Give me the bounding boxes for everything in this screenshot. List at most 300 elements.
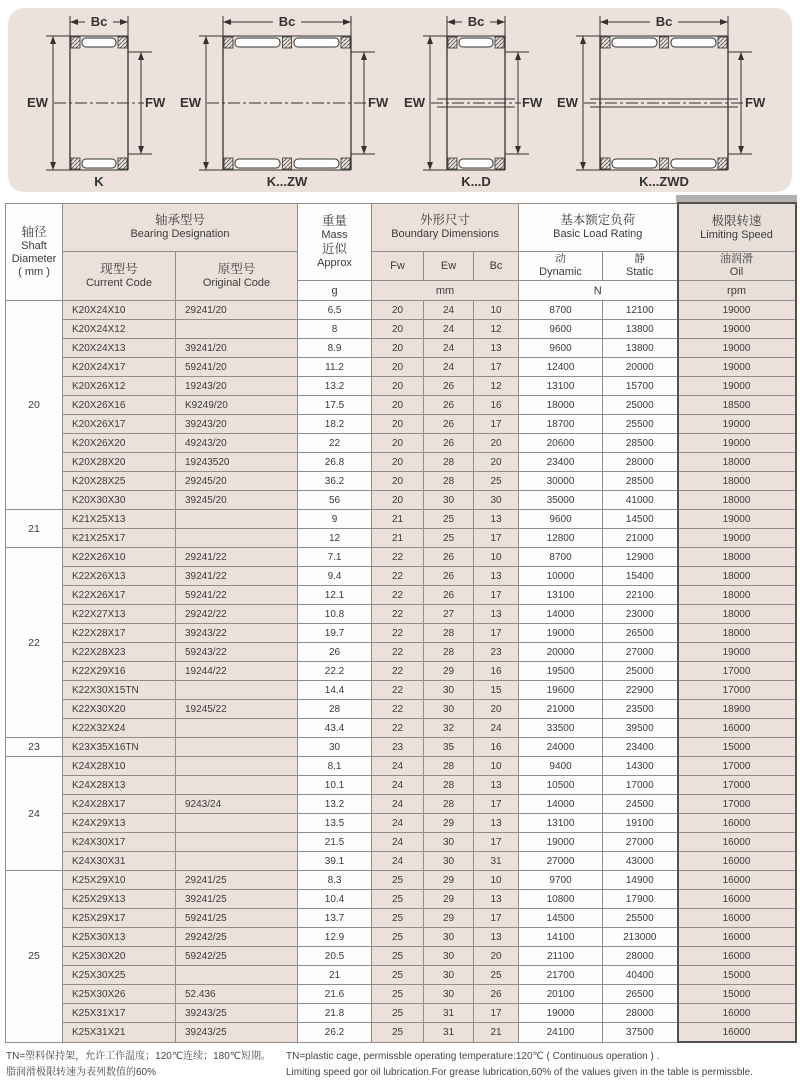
header-static [603,252,678,281]
table-row [6,377,796,396]
fw-cell: 20 [372,415,424,434]
current-code-cell: K21X25X17 [63,529,176,548]
static-load-cell: 26500 [603,624,678,643]
ew-cell: 25 [424,510,474,529]
static-load-cell: 12900 [603,548,678,567]
svg-text:FW: FW [522,95,543,110]
footnote-zh [6,1049,286,1080]
original-code-cell: 29241/20 [176,301,298,320]
fw-cell: 22 [372,624,424,643]
dynamic-load-cell: 24000 [519,738,603,757]
fw-cell: 20 [372,358,424,377]
oil-speed-cell: 18900 [678,700,796,719]
fw-cell: 25 [372,890,424,909]
ew-cell: 26 [424,415,474,434]
table-body [6,301,796,1043]
current-code-cell: K22X26X17 [63,586,176,605]
fw-cell: 22 [372,567,424,586]
fw-cell: 25 [372,1004,424,1023]
fw-cell: 25 [372,871,424,890]
header-mass-en2: Approx [298,257,371,270]
dynamic-load-cell: 21700 [519,966,603,985]
oil-speed-cell: 15000 [678,738,796,757]
current-code-cell: K25X31X17 [63,1004,176,1023]
dynamic-load-cell: 30000 [519,472,603,491]
dynamic-load-cell: 21100 [519,947,603,966]
original-code-cell: 29241/22 [176,548,298,567]
bc-cell: 17 [474,358,519,377]
oil-speed-cell: 18000 [678,624,796,643]
table-row [6,301,796,320]
table-row [6,890,796,909]
svg-text:EW: EW [27,95,49,110]
table-row [6,681,796,700]
shaft-diameter-cell: 23 [6,738,63,757]
diagram-panel [8,8,792,192]
dynamic-load-cell: 13100 [519,586,603,605]
mass-cell: 21.5 [298,833,372,852]
current-code-cell: K22X28X23 [63,643,176,662]
ew-cell: 30 [424,700,474,719]
mass-cell: 19.7 [298,624,372,643]
svg-text:FW: FW [745,95,766,110]
mass-cell: 22.2 [298,662,372,681]
dynamic-load-cell: 33500 [519,719,603,738]
mass-cell: 9.4 [298,567,372,586]
original-code-cell: 9243/24 [176,795,298,814]
bc-cell: 15 [474,681,519,700]
fw-cell: 22 [372,719,424,738]
fw-cell: 25 [372,985,424,1004]
original-code-cell: 39245/20 [176,491,298,510]
shaft-diameter-cell: 25 [6,871,63,1043]
table-row [6,434,796,453]
table-row [6,453,796,472]
static-load-cell: 28500 [603,434,678,453]
dynamic-load-cell: 10500 [519,776,603,795]
static-load-cell: 28000 [603,453,678,472]
header-designation-zh: 轴承型号 [63,213,297,228]
dynamic-load-cell: 20600 [519,434,603,453]
ew-cell: 30 [424,985,474,1004]
oil-speed-cell: 19000 [678,320,796,339]
current-code-cell: K22X26X10 [63,548,176,567]
header-unit-rpm: rpm [678,281,796,301]
fw-cell: 22 [372,548,424,567]
original-code-cell [176,757,298,776]
header-shaft-zh: 轴径 [6,225,62,240]
ew-cell: 24 [424,320,474,339]
bc-cell: 13 [474,339,519,358]
ew-cell: 29 [424,871,474,890]
mass-cell: 18.2 [298,415,372,434]
original-code-cell: K9249/20 [176,396,298,415]
bc-cell: 23 [474,643,519,662]
dynamic-load-cell: 14000 [519,605,603,624]
static-load-cell: 20000 [603,358,678,377]
dynamic-load-cell: 20100 [519,985,603,1004]
static-load-cell: 14300 [603,757,678,776]
mass-cell: 26.8 [298,453,372,472]
static-load-cell: 41000 [603,491,678,510]
fw-cell: 21 [372,510,424,529]
dynamic-load-cell: 19000 [519,833,603,852]
footnotes [6,1049,794,1080]
table-row [6,871,796,890]
header-mass-zh2: 近似 [298,242,371,257]
header-speed-zh: 极限转速 [679,214,795,229]
header-basic-load-rating [519,203,678,252]
mass-cell: 43.4 [298,719,372,738]
bc-cell: 31 [474,852,519,871]
header-oil-zh: 油润滑 [679,253,795,266]
bearing-diagram-kzwd [556,10,768,195]
table-row [6,1023,796,1043]
shaft-diameter-cell: 20 [6,301,63,510]
mass-cell: 21.6 [298,985,372,1004]
oil-speed-cell: 19000 [678,301,796,320]
mass-cell: 11.2 [298,358,372,377]
static-load-cell: 13800 [603,339,678,358]
table-row [6,928,796,947]
current-code-cell: K25X31X21 [63,1023,176,1043]
dynamic-load-cell: 9700 [519,871,603,890]
current-code-cell: K24X30X31 [63,852,176,871]
dynamic-load-cell: 21000 [519,700,603,719]
oil-speed-cell: 16000 [678,871,796,890]
current-code-cell: K22X30X20 [63,700,176,719]
oil-speed-cell: 15000 [678,966,796,985]
dynamic-load-cell: 18000 [519,396,603,415]
current-code-cell: K25X30X26 [63,985,176,1004]
ew-cell: 24 [424,301,474,320]
static-load-cell: 28000 [603,947,678,966]
ew-cell: 31 [424,1023,474,1043]
table-row [6,947,796,966]
oil-speed-cell: 18000 [678,567,796,586]
bc-cell: 13 [474,605,519,624]
table-row [6,662,796,681]
header-oil [678,252,796,281]
bc-cell: 13 [474,928,519,947]
header-fw: Fw [372,252,424,281]
static-load-cell: 15400 [603,567,678,586]
bc-cell: 16 [474,662,519,681]
bc-cell: 13 [474,776,519,795]
current-code-cell: K20X26X20 [63,434,176,453]
original-code-cell [176,738,298,757]
bc-cell: 17 [474,529,519,548]
table-row [6,415,796,434]
fw-cell: 22 [372,662,424,681]
dynamic-load-cell: 19500 [519,662,603,681]
header-bc: Bc [474,252,519,281]
table-row [6,814,796,833]
ew-cell: 30 [424,681,474,700]
ew-cell: 28 [424,643,474,662]
original-code-cell [176,719,298,738]
static-load-cell: 43000 [603,852,678,871]
original-code-cell: 29242/22 [176,605,298,624]
fw-cell: 22 [372,643,424,662]
bc-cell: 17 [474,795,519,814]
original-code-cell: 49243/20 [176,434,298,453]
bc-cell: 20 [474,700,519,719]
mass-cell: 56 [298,491,372,510]
current-code-cell: K20X30X30 [63,491,176,510]
current-code-cell: K24X29X13 [63,814,176,833]
mass-cell: 17.5 [298,396,372,415]
dynamic-load-cell: 19000 [519,1004,603,1023]
oil-speed-cell: 16000 [678,719,796,738]
table-row [6,795,796,814]
static-load-cell: 27000 [603,833,678,852]
header-oil-en: Oil [679,266,795,279]
footnote-en-line2: Limiting speed gor oil lubrication.For grease lubrication,60% of the values given in the table is permissble. [286,1065,794,1080]
mass-cell: 10.4 [298,890,372,909]
static-load-cell: 37500 [603,1023,678,1043]
current-code-cell: K25X30X20 [63,947,176,966]
header-unit-n: N [519,281,678,301]
original-code-cell: 39243/20 [176,415,298,434]
ew-cell: 24 [424,339,474,358]
oil-speed-cell: 18500 [678,396,796,415]
header-shaft-diameter [6,203,63,301]
mass-cell: 20.5 [298,947,372,966]
ew-cell: 29 [424,662,474,681]
oil-speed-cell: 16000 [678,947,796,966]
header-mass [298,203,372,281]
dynamic-load-cell: 20000 [519,643,603,662]
svg-text:K: K [94,174,104,189]
header-speed-en: Limiting Speed [679,229,795,242]
ew-cell: 26 [424,434,474,453]
dynamic-load-cell: 24100 [519,1023,603,1043]
ew-cell: 31 [424,1004,474,1023]
header-unit-mm: mm [372,281,519,301]
static-load-cell: 23000 [603,605,678,624]
table-row [6,909,796,928]
bc-cell: 13 [474,567,519,586]
original-code-cell: 29242/25 [176,928,298,947]
header-static-zh: 静 [603,253,677,266]
original-code-cell: 59243/22 [176,643,298,662]
current-code-cell: K20X24X17 [63,358,176,377]
table-row [6,510,796,529]
original-code-cell: 39243/22 [176,624,298,643]
fw-cell: 25 [372,1023,424,1043]
bc-cell: 25 [474,966,519,985]
bc-cell: 26 [474,985,519,1004]
header-static-en: Static [603,266,677,279]
bc-cell: 16 [474,396,519,415]
fw-cell: 25 [372,909,424,928]
fw-cell: 24 [372,814,424,833]
static-load-cell: 40400 [603,966,678,985]
dynamic-load-cell: 35000 [519,491,603,510]
header-current-code [63,252,176,301]
ew-cell: 29 [424,890,474,909]
fw-cell: 20 [372,339,424,358]
static-load-cell: 25500 [603,415,678,434]
mass-cell: 22 [298,434,372,453]
oil-speed-cell: 19000 [678,339,796,358]
mass-cell: 9 [298,510,372,529]
header-boundary-dimensions [372,203,519,252]
current-code-cell: K22X30X15TN [63,681,176,700]
oil-speed-cell: 19000 [678,358,796,377]
oil-speed-cell: 16000 [678,909,796,928]
oil-speed-cell: 16000 [678,890,796,909]
oil-speed-cell: 17000 [678,662,796,681]
static-load-cell: 25000 [603,396,678,415]
static-load-cell: 25000 [603,662,678,681]
table-wrapper [5,202,795,1043]
static-load-cell: 24500 [603,795,678,814]
table-row [6,985,796,1004]
svg-text:K...ZW: K...ZW [267,174,308,189]
bc-cell: 17 [474,624,519,643]
bc-cell: 12 [474,377,519,396]
mass-cell: 12.9 [298,928,372,947]
table-row [6,966,796,985]
static-load-cell: 15700 [603,377,678,396]
ew-cell: 30 [424,947,474,966]
bearing-diagram-kzw [179,10,391,195]
dynamic-load-cell: 14500 [519,909,603,928]
svg-text:Bc: Bc [656,14,673,29]
bc-cell: 10 [474,301,519,320]
current-code-cell: K25X30X25 [63,966,176,985]
fw-cell: 24 [372,776,424,795]
static-load-cell: 21000 [603,529,678,548]
dynamic-load-cell: 12800 [519,529,603,548]
ew-cell: 30 [424,966,474,985]
oil-speed-cell: 16000 [678,814,796,833]
fw-cell: 24 [372,757,424,776]
original-code-cell [176,833,298,852]
table-row [6,548,796,567]
original-code-cell: 59241/25 [176,909,298,928]
table-row [6,643,796,662]
oil-speed-cell: 17000 [678,757,796,776]
original-code-cell [176,966,298,985]
table-row [6,472,796,491]
oil-speed-cell: 18000 [678,491,796,510]
ew-cell: 28 [424,795,474,814]
svg-text:K...ZWD: K...ZWD [639,174,689,189]
static-load-cell: 19100 [603,814,678,833]
mass-cell: 30 [298,738,372,757]
mass-cell: 6.5 [298,301,372,320]
svg-text:Bc: Bc [467,14,484,29]
static-load-cell: 28000 [603,1004,678,1023]
mass-cell: 13.7 [298,909,372,928]
current-code-cell: K23X35X16TN [63,738,176,757]
header-designation-en: Bearing Designation [63,228,297,241]
table-row [6,396,796,415]
header-current-en: Current Code [63,277,175,290]
original-code-cell [176,814,298,833]
static-load-cell: 17900 [603,890,678,909]
fw-cell: 24 [372,852,424,871]
shaft-diameter-cell: 22 [6,548,63,738]
dynamic-load-cell: 10800 [519,890,603,909]
table-row [6,719,796,738]
ew-cell: 26 [424,377,474,396]
static-load-cell: 213000 [603,928,678,947]
table-row [6,833,796,852]
header-dynamic-zh: 动 [519,253,602,266]
oil-speed-cell: 15000 [678,985,796,1004]
bc-cell: 10 [474,757,519,776]
static-load-cell: 22100 [603,586,678,605]
original-code-cell: 39241/22 [176,567,298,586]
table-row [6,358,796,377]
original-code-cell [176,510,298,529]
ew-cell: 29 [424,814,474,833]
bc-cell: 13 [474,510,519,529]
ew-cell: 26 [424,548,474,567]
ew-cell: 26 [424,396,474,415]
static-load-cell: 14500 [603,510,678,529]
fw-cell: 21 [372,529,424,548]
dynamic-load-cell: 12400 [519,358,603,377]
ew-cell: 28 [424,624,474,643]
fw-cell: 25 [372,966,424,985]
fw-cell: 24 [372,833,424,852]
table-row [6,776,796,795]
dynamic-load-cell: 14000 [519,795,603,814]
footnote-en-line1: TN=plastic cage, permissble operating temperature:120℃ ( Continuous operation ) . [286,1049,794,1065]
footnote-en [286,1049,794,1080]
dynamic-load-cell: 23400 [519,453,603,472]
static-load-cell: 39500 [603,719,678,738]
ew-cell: 25 [424,529,474,548]
fw-cell: 20 [372,301,424,320]
mass-cell: 13.2 [298,795,372,814]
original-code-cell [176,776,298,795]
static-load-cell: 22900 [603,681,678,700]
header-shaft-en1: Shaft [6,240,62,253]
current-code-cell: K25X29X17 [63,909,176,928]
bc-cell: 10 [474,548,519,567]
current-code-cell: K22X29X16 [63,662,176,681]
limiting-speed-highlight-cap [676,195,797,202]
header-mass-zh: 重量 [298,214,371,229]
original-code-cell: 59241/22 [176,586,298,605]
ew-cell: 27 [424,605,474,624]
table-row [6,624,796,643]
static-load-cell: 12100 [603,301,678,320]
original-code-cell: 39243/25 [176,1004,298,1023]
static-load-cell: 14900 [603,871,678,890]
fw-cell: 20 [372,472,424,491]
mass-cell: 13.5 [298,814,372,833]
bc-cell: 24 [474,719,519,738]
fw-cell: 23 [372,738,424,757]
bc-cell: 25 [474,472,519,491]
current-code-cell: K24X30X17 [63,833,176,852]
footnote-zh-line2: 脂润滑极限转速为表列数值的60% [6,1065,286,1080]
mass-cell: 8.3 [298,871,372,890]
current-code-cell: K22X28X17 [63,624,176,643]
current-code-cell: K20X24X10 [63,301,176,320]
current-code-cell: K22X26X13 [63,567,176,586]
table-row [6,757,796,776]
dynamic-load-cell: 19000 [519,624,603,643]
header-shaft-unit: ( mm ) [6,266,62,279]
